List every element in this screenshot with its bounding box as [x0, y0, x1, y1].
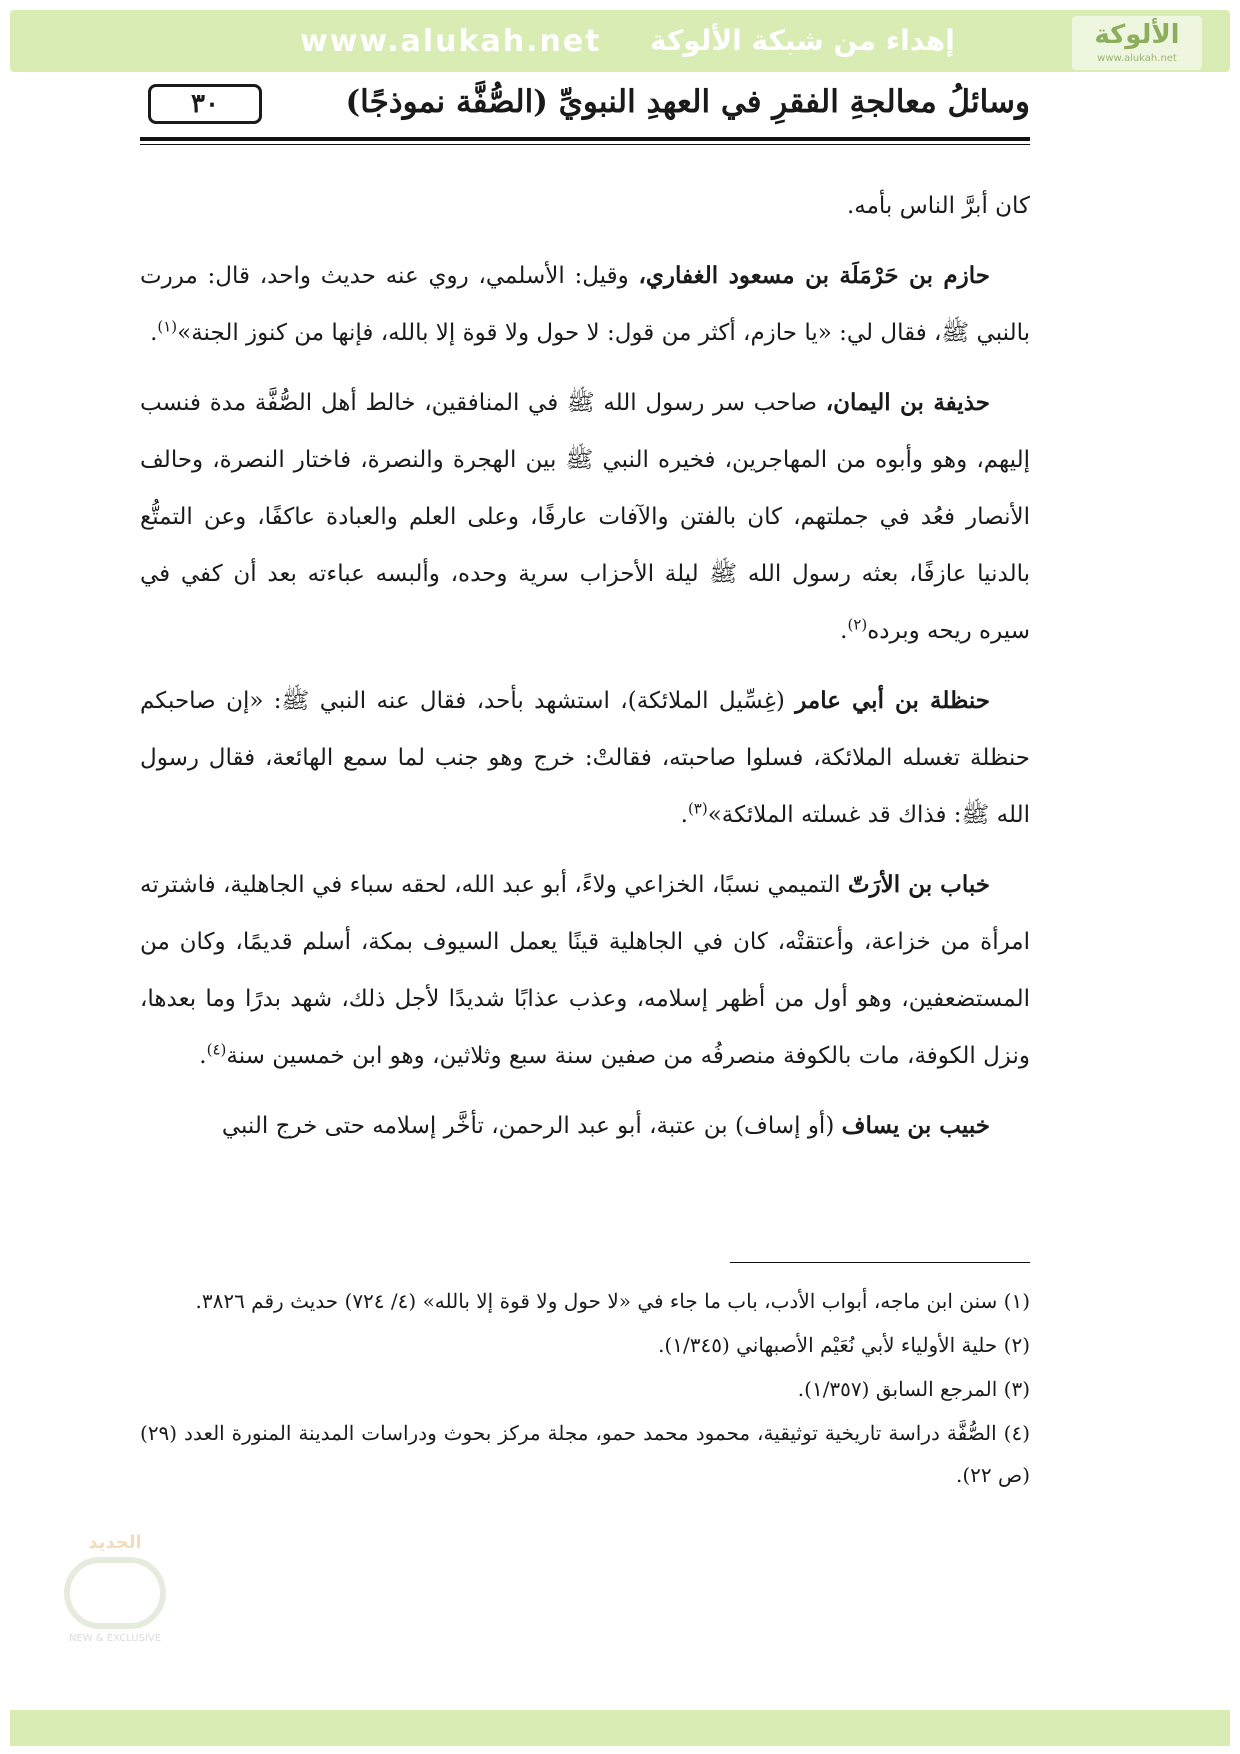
paragraph-1-text: كان أبرَّ الناس بأمه.	[846, 193, 1030, 219]
footnote-separator	[730, 1262, 1030, 1263]
footnotes	[140, 1280, 1030, 1498]
name-hazim: حازم بن حَرْمَلَة بن مسعود الغفاري،	[638, 262, 990, 289]
watermark-logo-caption: NEW & EXCLUSIVE	[68, 1633, 162, 1644]
paragraph-khubayb-text: (أو إساف) بن عتبة، أبو عبد الرحمن، تأخَّر إسلامه حتى خرج النبي	[221, 1113, 842, 1139]
bottom-banner	[10, 1710, 1230, 1746]
paragraph-hazim-end: .	[150, 320, 158, 346]
banner-site-url: www.alukah.net	[300, 24, 602, 59]
paragraph-khabbab-end: .	[199, 1043, 207, 1069]
name-khubayb: خبيب بن يساف	[841, 1112, 990, 1139]
header-rule-thin	[140, 144, 1030, 145]
alukah-logo	[1072, 16, 1202, 70]
paragraph-hazim-text: وقيل: الأسلمي، روي عنه حديث واحد، قال: مررت بالنبي ﷺ، فقال لي: «يا حازم، أكثر من قول: لا حول ولا قوة إلا بالله، فإنها من كنوز الجنة»	[140, 263, 1030, 346]
name-hanzala: حنظلة بن أبي عامر	[795, 687, 990, 714]
paragraph-khabbab	[140, 856, 1030, 1085]
paragraph-hanzala-text: (غِسِّيل الملائكة)، استشهد بأحد، فقال عنه النبي ﷺ: «إن صاحبكم حنظلة تغسله الملائكة، فسلوا صاحبته، فقالتْ: خرج وهو جنب لما سمع الهائعة، فقال رسول الله ﷺ: فذاك قد غسلته الملائكة»	[140, 688, 1030, 828]
paragraph-hudhayfa	[140, 374, 1030, 660]
banner-gift-text: إهداء من شبكة الألوكة	[650, 24, 955, 57]
paragraph-1	[140, 178, 1030, 235]
name-hudhayfa: حذيفة بن اليمان،	[825, 389, 990, 416]
footnote-1: (١) سنن ابن ماجه، أبواب الأدب، باب ما جاء في «لا حول ولا قوة إلا بالله» (٤/ ٧٢٤) حديث رقم ٣٨٢٦.	[195, 1289, 1030, 1313]
footnote-ref-3: (٣)	[687, 799, 708, 818]
paragraph-hazim	[140, 247, 1030, 362]
paragraph-hudhayfa-text: صاحب سر رسول الله ﷺ في المنافقين، خالط أهل الصُّفَّة مدة فنسب إليهم، وهو وأبوه من المهاجرين، فخيره النبي ﷺ بين الهجرة والنصرة، فاختار النصرة، وحالف الأنصار فعُد في جملتهم، كان بالفتن والآفات عارفًا، وعلى العلم والعبادة عاكفًا، وعن التمتُّع بالدنيا عازفًا، بعثه رسول الله ﷺ ليلة الأحزاب سرية وحده، وألبسه عباءته بعد أن كفي في سيره ريحه وبرده	[140, 390, 1030, 644]
footnote-ref-1: (١)	[157, 317, 178, 336]
paragraph-hanzala-end: .	[680, 802, 688, 828]
header-rule-thick	[140, 137, 1030, 141]
paragraph-hanzala	[140, 672, 1030, 844]
alukah-logo-text: الألوكة	[1094, 20, 1180, 50]
footnote-4: (٤) الصُّفَّة دراسة تاريخية توثيقية، محمود محمد حمو، مجلة مركز بحوث ودراسات المدينة المنورة العدد (٢٩) (ص ٢٢).	[140, 1421, 1030, 1487]
footnote-2: (٢) حلية الأولياء لأبي نُعَيْم الأصبهاني (١/٣٤٥).	[658, 1333, 1030, 1357]
page-number: ٣٠	[148, 84, 262, 124]
alukah-logo-url: www.alukah.net	[1097, 53, 1177, 64]
watermark-logo	[40, 1532, 190, 1642]
watermark-logo-mark-icon	[64, 1557, 166, 1629]
footnote-3: (٣) المرجع السابق (١/٣٥٧).	[797, 1377, 1030, 1401]
footnote-ref-4: (٤)	[206, 1040, 227, 1059]
paragraph-khabbab-text: التميمي نسبًا، الخزاعي ولاءً، أبو عبد الله، لحقه سباء في الجاهلية، فاشترته امرأة من خزاعة، وأعتقتْه، كان في الجاهلية قينًا يعمل السيوف بمكة، أسلم قديمًا، وكان من المستضعفين، وهو أول من أظهر إسلامه، وعذب عذابًا شديدًا لأجل ذلك، شهد بدرًا وما بعدها، ونزل الكوفة، مات بالكوفة منصرفُه من صفين سنة سبع وثلاثين، وهو ابن خمسين سنة	[140, 872, 1030, 1069]
paragraph-khubayb	[140, 1097, 1030, 1155]
name-khabbab: خباب بن الأرَتّ	[847, 871, 991, 898]
watermark-logo-top: الجديد	[88, 1532, 142, 1553]
top-banner	[10, 10, 1230, 72]
body-text	[140, 178, 1030, 1167]
footnote-ref-2: (٢)	[847, 615, 868, 634]
running-title: وسائلُ معالجةِ الفقرِ في العهدِ النبويِّ (الصُّفَّة نموذجًا)	[345, 84, 1030, 120]
paragraph-hudhayfa-end: .	[840, 618, 848, 644]
